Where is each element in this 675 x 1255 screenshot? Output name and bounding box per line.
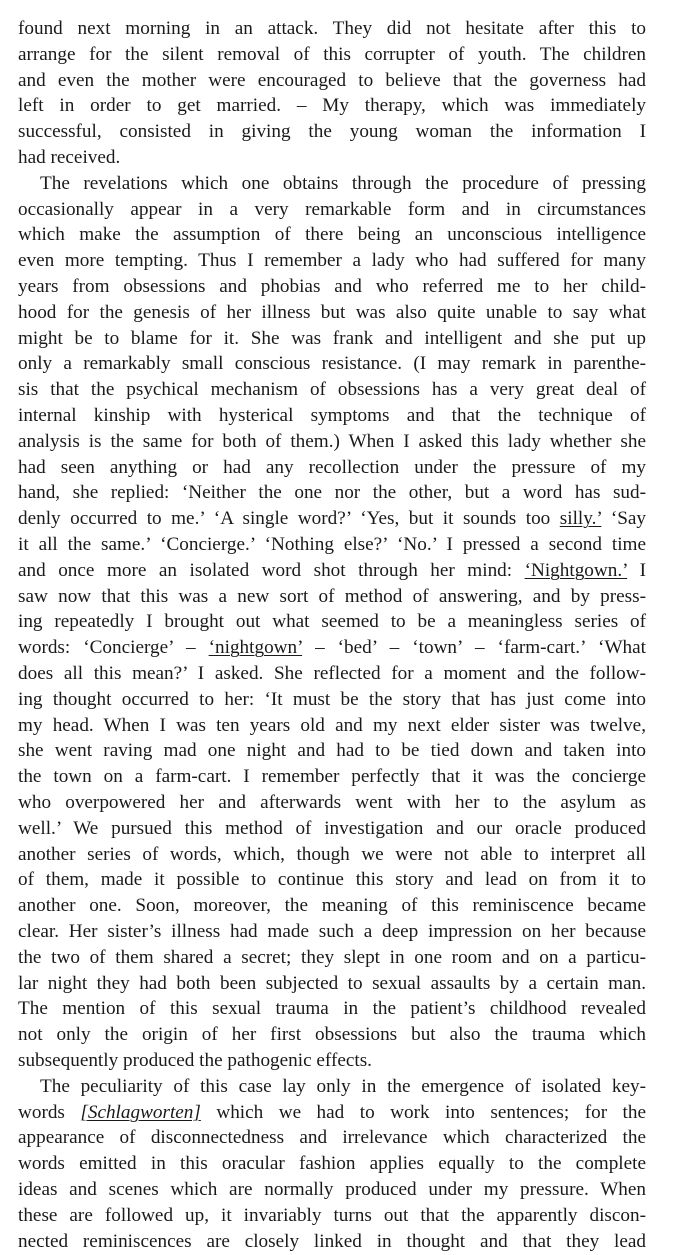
text-span: subsequently produced the pathogenic effects. (18, 1050, 372, 1071)
text-line (18, 197, 646, 223)
text-line (18, 764, 646, 790)
text-span: left in order to get married. – My therapy, which was immediately (18, 95, 646, 117)
text-line (18, 945, 646, 971)
text-span: who overpowered her and afterwards went with her to the asylum as (18, 792, 646, 813)
text-span: does all this mean?’ I asked. She reflected for a moment and the follow- (18, 663, 646, 684)
text-span: words: ‘Concierge’ – (18, 637, 209, 659)
text-span: hand, she replied: ‘Neither the one nor the other, but a word has sud- (18, 482, 646, 504)
text-line (18, 919, 646, 945)
text-line (18, 1100, 646, 1126)
text-span: sis that the psychical mechanism of obsessions has a very great deal of (18, 379, 646, 401)
text-span: another series of words, which, though we were not able to interpret all (18, 843, 646, 865)
text-line (18, 1048, 646, 1074)
text-span: ing repeatedly I brought out what seemed to be a meaningless series of (18, 611, 646, 633)
text-span: denly occurred to me.’ ‘A single word?’ ‘Yes, but it sounds too (18, 508, 560, 530)
text-line (18, 661, 646, 687)
text-line (18, 790, 646, 816)
text-line (18, 68, 646, 94)
text-line (18, 584, 646, 610)
text-line (18, 377, 646, 403)
text-span: not only the origin of her first obsessions but also the trauma which (18, 1024, 646, 1046)
text-span: it all the same.’ ‘Concierge.’ ‘Nothing else?’ ‘No.’ I pressed a second time (18, 534, 646, 555)
text-span: nected reminiscences are closely linked in thought and that they lead (18, 1230, 646, 1252)
text-span: successful, consisted in giving the young woman the information I (18, 121, 646, 143)
text-span: might be to blame for it. She was frank and intelligent and she put up (18, 327, 646, 349)
text-span: the two of them shared a secret; they slept in one room and on a particu- (18, 946, 646, 968)
text-line (18, 1151, 646, 1177)
text-span: had seen anything or had any recollection under the pressure of my (18, 456, 646, 478)
text-span: had received. (18, 147, 121, 168)
text-line (18, 971, 646, 997)
text-span: I (627, 559, 646, 581)
text-line (40, 1074, 646, 1100)
text-line (18, 248, 646, 274)
text-span: lar night they had both been subjected to sexual assaults by a certain man. (18, 972, 646, 994)
text-line (18, 326, 646, 352)
text-span: occasionally appear in a very remarkable form and in circumstances (18, 198, 646, 220)
text-line (18, 300, 646, 326)
underlined-text: ‘nightgown’ (208, 637, 303, 659)
text-line (18, 687, 646, 713)
text-line (18, 609, 646, 635)
text-span: only a remarkably small conscious resistance. (I may remark in parenthe- (18, 353, 646, 375)
text-line (18, 558, 646, 584)
text-span: these are followed up, it invariably turns out that the apparently discon- (18, 1204, 646, 1226)
text-span: clear. Her sister’s illness had made such a deep impression on her because (18, 921, 646, 942)
text-line (18, 738, 646, 764)
text-line (18, 480, 646, 506)
text-line (18, 1177, 646, 1203)
text-span: years from obsessions and phobias and who referred me to her child- (18, 276, 646, 297)
text-line (18, 996, 646, 1022)
text-line (18, 1203, 646, 1229)
text-span: found next morning in an attack. They did not hesitate after this to (18, 18, 646, 39)
text-line (18, 842, 646, 868)
text-span: words (18, 1101, 81, 1123)
text-span: the town on a farm-cart. I remember perfectly that it was the concierge (18, 766, 646, 788)
text-line (18, 532, 646, 558)
text-span: internal kinship with hysterical symptoms and that the technique of (18, 405, 646, 426)
text-line (18, 1022, 646, 1048)
text-line (18, 429, 646, 455)
text-span: which we had to work into sentences; for the (200, 1101, 647, 1123)
text-line (18, 222, 646, 248)
text-span: my head. When I was ten years old and my next elder sister was twelve, (18, 714, 646, 736)
text-span: The revelations which one obtains through the procedure of pressing (40, 172, 646, 194)
text-line (18, 42, 646, 68)
underlined-italic-text: [Schlagworten] (80, 1101, 201, 1123)
text-span: ‘Say (601, 508, 647, 530)
text-span: The mention of this sexual trauma in the patient’s childhood revealed (18, 998, 646, 1020)
text-span: even more tempting. Thus I remember a lady who had suffered for many (18, 250, 646, 272)
text-line (18, 145, 646, 171)
text-span: ing thought occurred to her: ‘It must be the story that has just come into (18, 688, 646, 710)
text-span: The peculiarity of this case lay only in the emergence of isolated key- (40, 1075, 646, 1097)
text-span: of them, made it possible to continue this story and lead on from it to (18, 869, 646, 891)
text-span: hood for the genesis of her illness but was also quite unable to say what (18, 301, 646, 323)
text-span: – ‘bed’ – ‘town’ – ‘farm-cart.’ ‘What (302, 637, 646, 659)
text-line (18, 867, 646, 893)
text-span: appearance of disconnectedness and irrelevance which characterized the (18, 1127, 646, 1149)
text-line (18, 274, 646, 300)
text-span: well.’ We pursued this method of investigation and our oracle produced (18, 817, 646, 839)
text-span: which make the assumption of there being an unconscious intelligence (18, 224, 646, 246)
text-line (18, 93, 646, 119)
text-line (18, 1229, 646, 1255)
text-span: words emitted in this oracular fashion applies equally to the complete (18, 1153, 646, 1175)
text-line (18, 713, 646, 739)
text-line (18, 1125, 646, 1151)
text-line (40, 171, 646, 197)
text-span: analysis is the same for both of them.) When I asked this lady whether she (18, 430, 646, 452)
text-line (18, 816, 646, 842)
text-line (18, 635, 646, 661)
text-span: ideas and scenes which are normally produced under my pressure. When (18, 1179, 646, 1200)
text-span: saw now that this was a new sort of method of answering, and by press- (18, 585, 646, 607)
text-line (18, 351, 646, 377)
underlined-text: ‘Nightgown.’ (524, 559, 628, 581)
text-line (18, 16, 646, 42)
text-line (18, 119, 646, 145)
text-line (18, 403, 646, 429)
text-span: she went raving mad one night and had to be tied down and taken into (18, 740, 646, 762)
text-line (18, 455, 646, 481)
text-span: and once more an isolated word shot through her mind: (18, 559, 525, 581)
text-line (18, 893, 646, 919)
text-span: arrange for the silent removal of this corrupter of youth. The children (18, 43, 646, 65)
text-span: and even the mother were encouraged to believe that the governess had (18, 69, 646, 91)
text-span: another one. Soon, moreover, the meaning of this reminiscence became (18, 895, 646, 917)
underlined-text: silly.’ (559, 508, 602, 530)
text-line (18, 506, 646, 532)
